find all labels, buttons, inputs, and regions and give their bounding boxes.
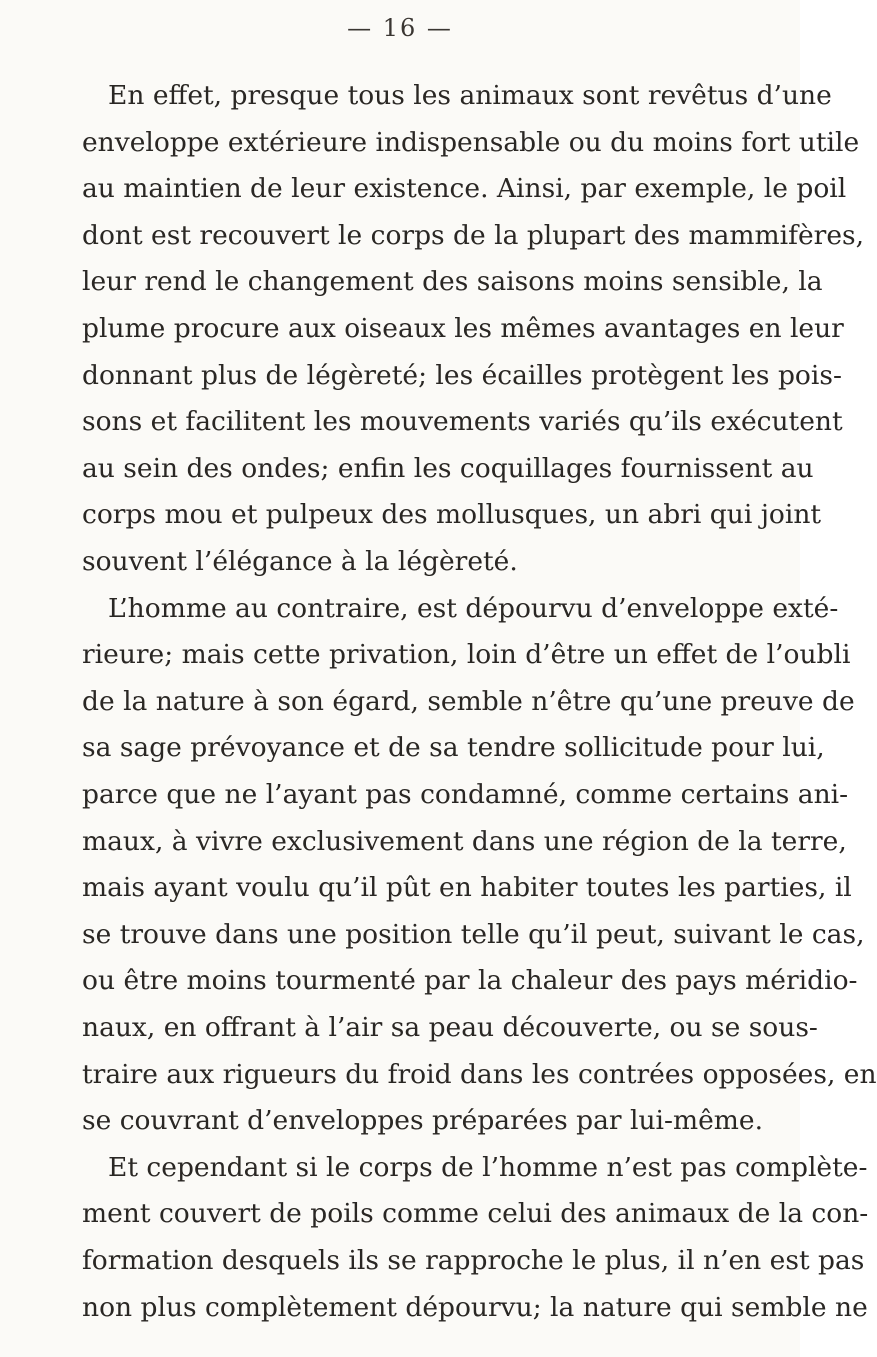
text-line: non plus complètement dépourvu; la nature qui semble ne — [82, 1291, 868, 1323]
text-line: naux, en offrant à l’air sa peau découverte, ou se sous- — [82, 1012, 818, 1043]
text-line: souvent l’élégance à la légèreté. — [82, 546, 518, 577]
text-line: de la nature à son égard, semble n’être qu’une preuve de — [82, 685, 855, 717]
text-line: se trouve dans une position telle qu’il peut, suivant le cas, — [82, 918, 865, 950]
text-line: En effet, presque tous les animaux sont revêtus d’une — [108, 80, 832, 111]
text-line: sa sage prévoyance et de sa tendre sollicitude pour lui, — [82, 732, 825, 764]
text-line: parce que ne l’ayant pas condamné, comme certains ani- — [82, 779, 849, 810]
text-line: se couvrant d’enveloppes préparées par lui-même. — [82, 1105, 764, 1137]
text-line: formation desquels ils se rapproche le plus, il n’en est pas — [82, 1245, 865, 1276]
text-line: Et cependant si le corps de l’homme n’est pas complète- — [108, 1151, 868, 1183]
text-line: sons et facilitent les mouvements variés qu’ils exécutent — [82, 406, 843, 438]
text-line: maux, à vivre exclusivement dans une région de la terre, — [82, 825, 847, 857]
text-line: mais ayant voulu qu’il pût en habiter toutes les parties, il — [82, 872, 852, 904]
page-number: — 16 — — [347, 14, 453, 42]
text-line: dont est recouvert le corps de la plupart des mammifères, — [82, 219, 865, 251]
text-line: ment couvert de poils comme celui des animaux de la con- — [82, 1198, 869, 1230]
text-line: donnant plus de légèreté; les écailles protègent les pois- — [82, 359, 842, 391]
text-line: plume procure aux oiseaux les mêmes avantages en leur — [82, 313, 844, 344]
text-line: corps mou et pulpeux des mollusques, un abri qui joint — [82, 499, 822, 531]
text-line: leur rend le changement des saisons moins sensible, la — [82, 266, 823, 298]
text-line: au sein des ondes; enfin les coquillages fournissent au — [82, 452, 814, 484]
text-line: au maintien de leur existence. Ainsi, par exemple, le poil — [82, 173, 847, 205]
text-line: rieure; mais cette privation, loin d’être un effet de l’oubli — [82, 639, 851, 671]
text-line: traire aux rigueurs du froid dans les contrées opposées, en — [82, 1058, 877, 1090]
text-line: L’homme au contraire, est dépourvu d’enveloppe exté- — [108, 592, 839, 624]
text-line: enveloppe extérieure indispensable ou du moins fort utile — [82, 126, 860, 158]
text-line: ou être moins tourmenté par la chaleur des pays méridio- — [82, 965, 858, 997]
